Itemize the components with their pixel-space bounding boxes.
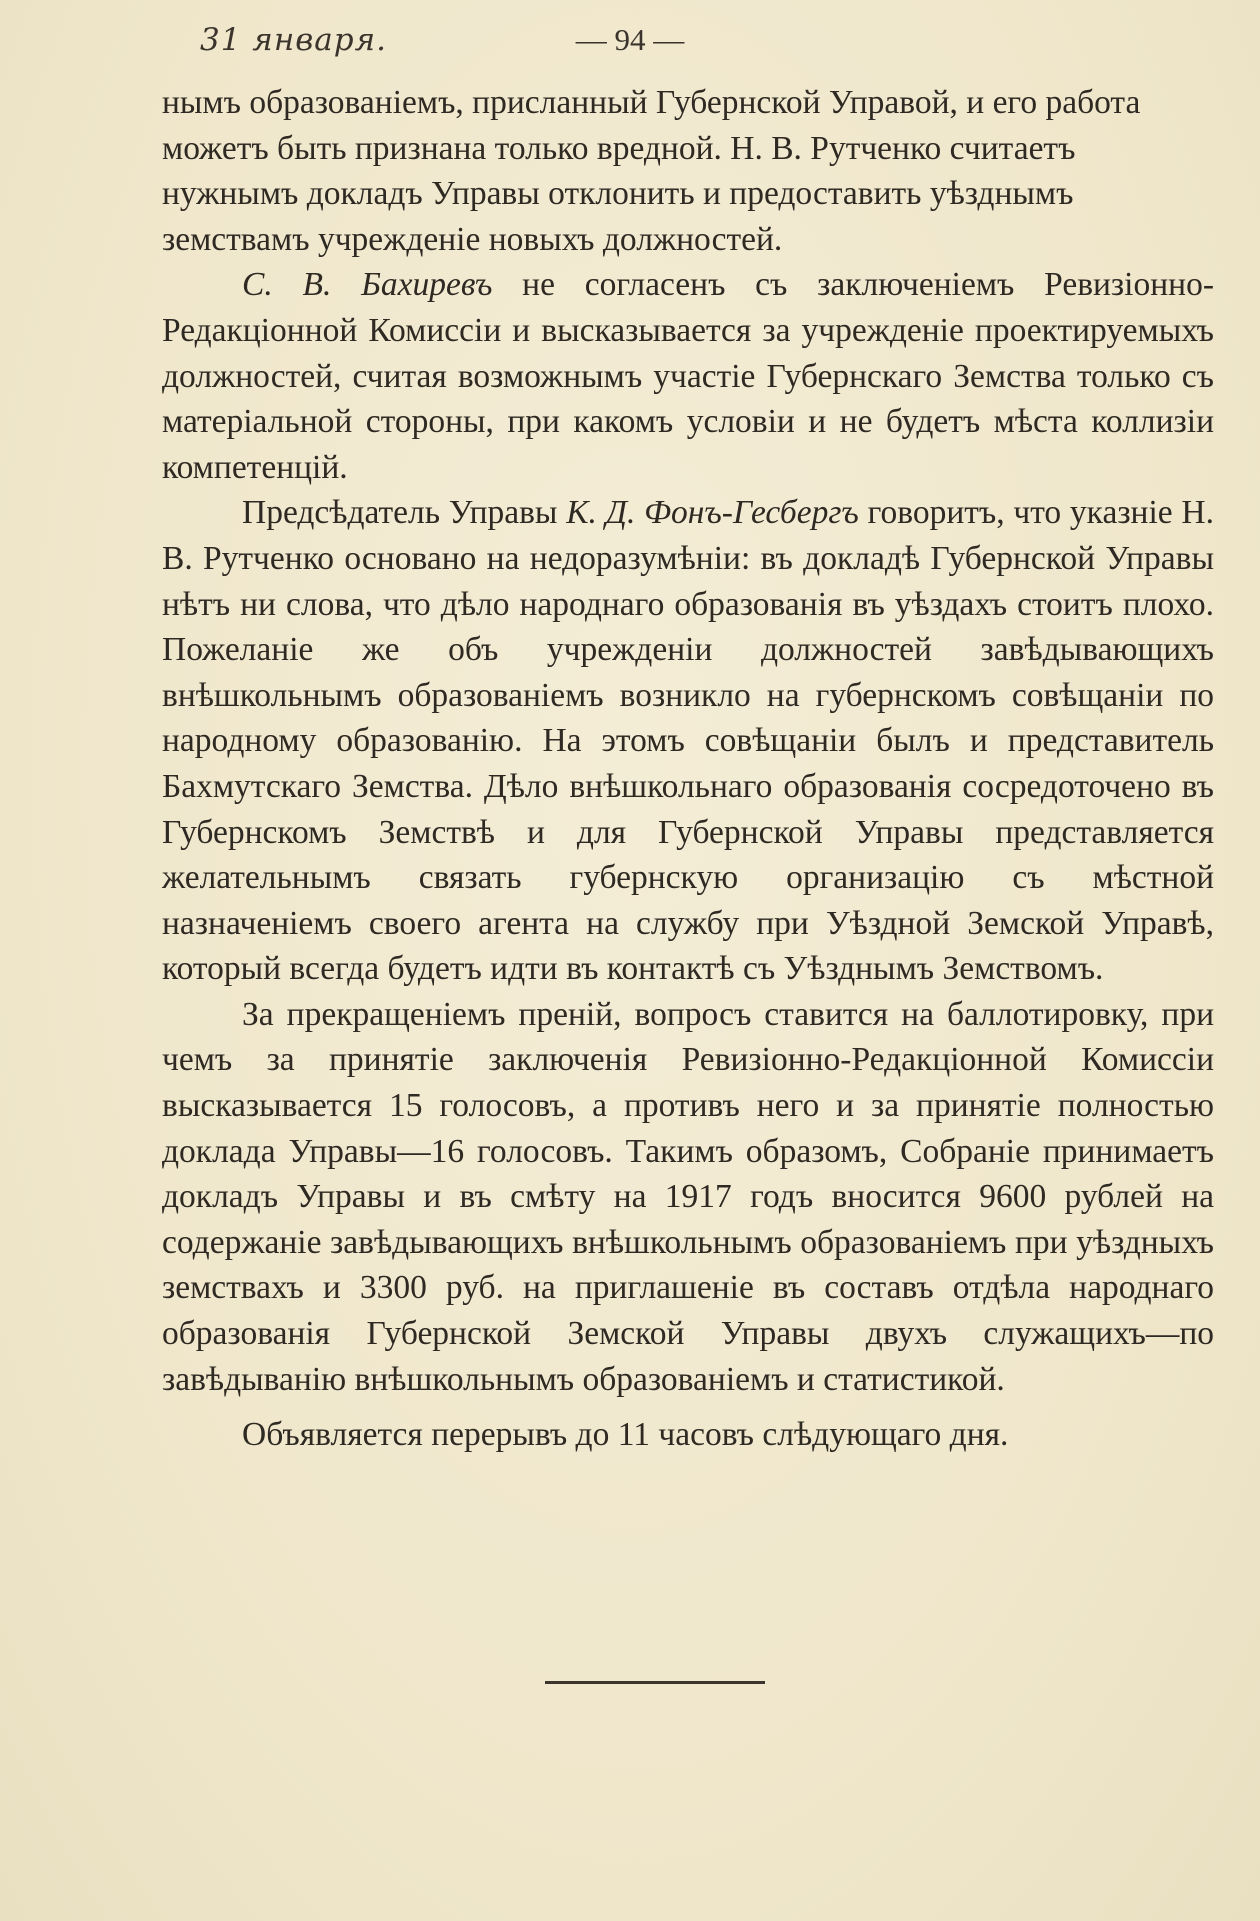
page-header	[0, 14, 1260, 70]
page-number: — 94 —	[575, 22, 685, 57]
paragraph-text: не согласенъ съ заключеніемъ Ревизіонно-Редакціонной Комиссіи и высказывается за учрежденіе проектируемыхъ должностей, считая возможнымъ участіе Губернскаго Земства только съ матеріальной стороны, при какомъ условіи и не будетъ мѣста коллизіи компетенцій.	[162, 266, 1214, 486]
speaker-title: Предсѣдатель Управы	[242, 494, 567, 532]
speaker-name: С. В. Бахиревъ	[242, 266, 493, 304]
document-body	[162, 80, 1214, 1458]
paragraph-adjournment	[162, 1412, 1214, 1458]
paragraph-bakhirev	[162, 262, 1214, 490]
closing-rule	[545, 1681, 765, 1684]
paragraph-text: говоритъ, что указніе Н. В. Рутченко основано на недоразумѣніи: въ докладѣ Губернской Управы нѣтъ ни слова, что дѣло народнаго образованія въ уѣздахъ стоитъ плохо. Пожеланіе же объ учрежденіи должностей завѣдывающихъ внѣшкольнымъ образованіемъ возникло на губернскомъ совѣщаніи по народному образованію. На этомъ совѣщаніи былъ и представитель Бахмутскаго Земства. Дѣло внѣшкольнаго образованія сосредоточено въ Губернскомъ Земствѣ и для Губернской Управы представляется желательнымъ связать губернскую организацію съ мѣстной назначеніемъ своего агента на службу при Уѣздной Земской Управѣ, который всегда будетъ идти въ контактѣ съ Уѣзднымъ Земствомъ.	[162, 494, 1214, 988]
paragraph-text: За прекращеніемъ преній, вопросъ ставится на баллотировку, при чемъ за принятіе заключенія Ревизіонно-Редакціонной Комиссіи высказывается 15 голосовъ, а противъ него и за принятіе полностью доклада Управы—16 голосовъ. Такимъ образомъ, Собраніе принимаетъ докладъ Управы и въ смѣту на 1917 годъ вносится 9600 рублей на содержаніе завѣдывающихъ внѣшкольнымъ образованіемъ при уѣздныхъ земствахъ и 3300 руб. на приглашеніе въ составъ отдѣла народнаго образованія Губернской Земской Управы двухъ служащихъ—по завѣдыванію внѣшкольнымъ образованіемъ и статистикой.	[162, 995, 1214, 1398]
paragraph-gesberg	[162, 490, 1214, 992]
paragraph-text: Объявляется перерывъ до 11 часовъ слѣдующаго дня.	[242, 1416, 1009, 1454]
header-date: 31 января.	[200, 22, 387, 58]
paragraph-vote	[162, 992, 1214, 1402]
paragraph-continuation	[162, 80, 1214, 262]
paragraph-text: нымъ образованіемъ, присланный Губернской Управой, и его работа можетъ быть признана только вредной. Н. В. Рутченко считаетъ нужнымъ докладъ Управы отклонить и предоставить уѣзднымъ земствамъ учрежденіе новыхъ должностей.	[162, 84, 1141, 258]
speaker-name: К. Д. Фонъ-Гесбергъ	[566, 494, 859, 532]
